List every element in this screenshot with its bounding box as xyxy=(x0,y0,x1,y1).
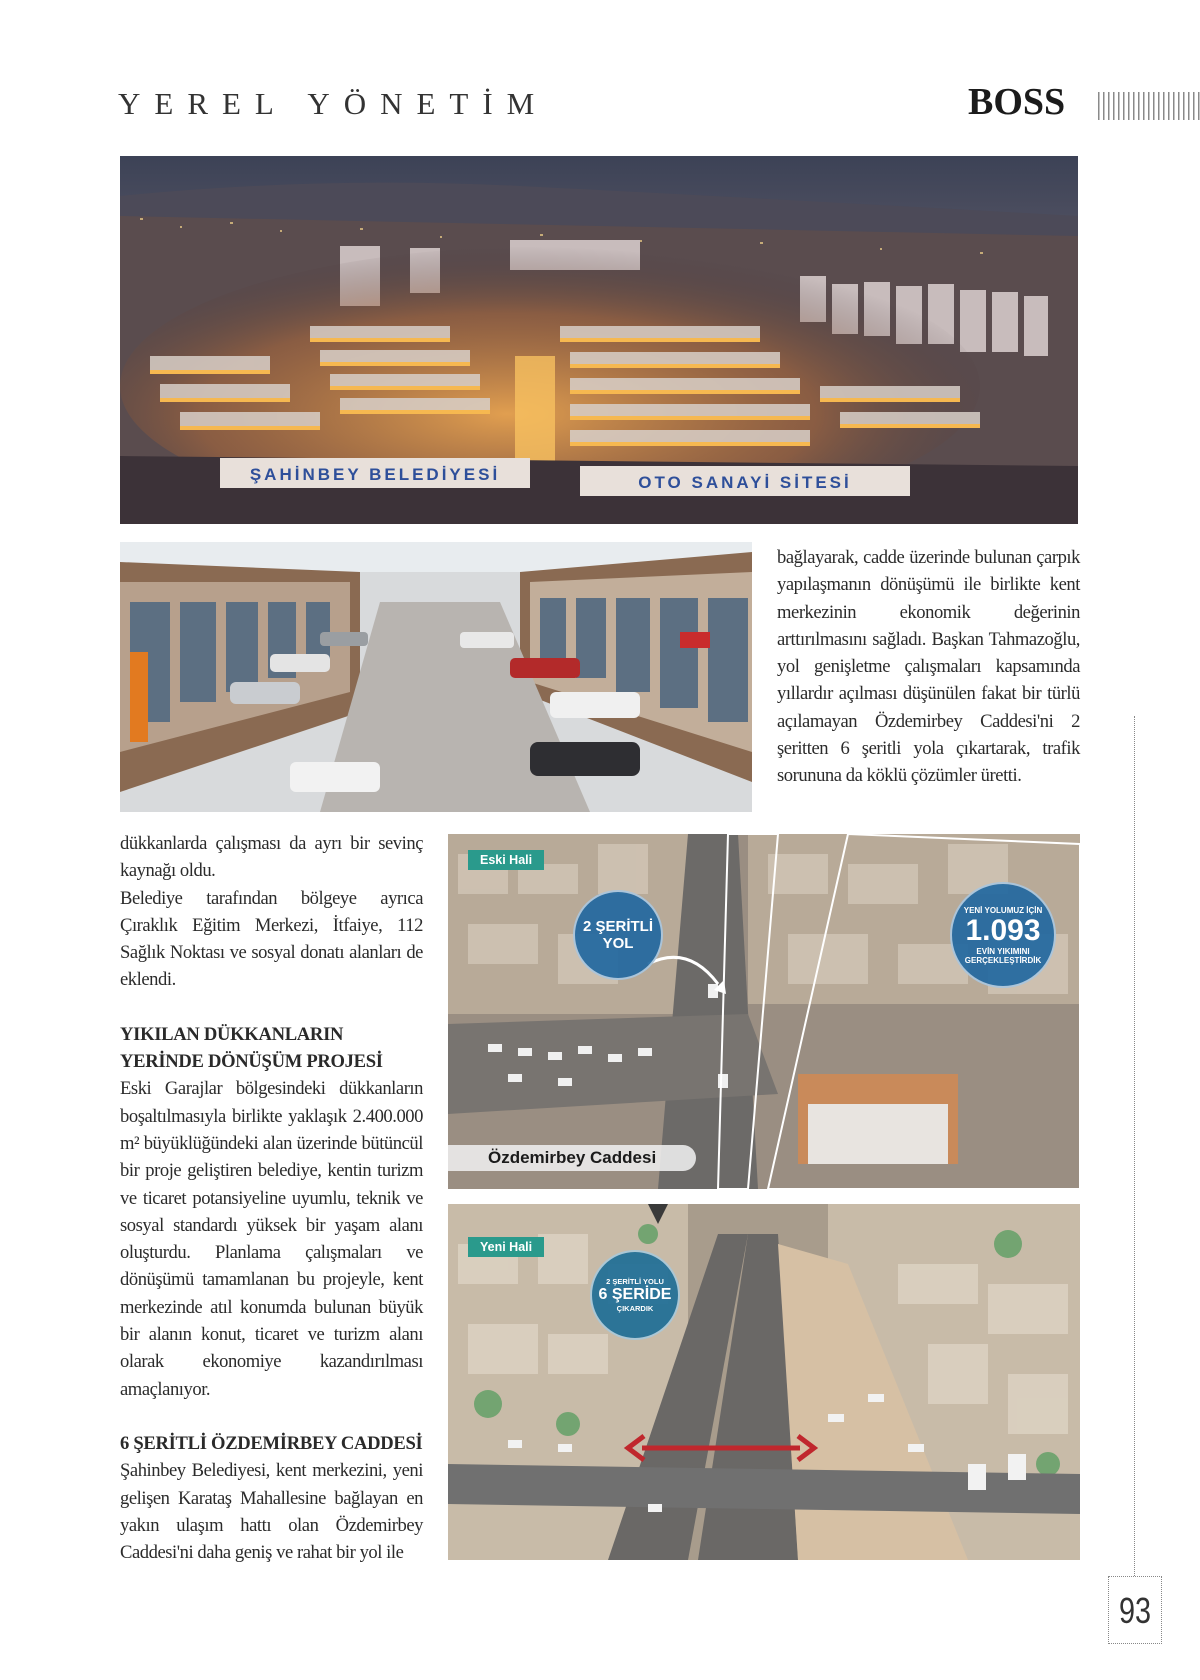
stat-value: 1.093 xyxy=(965,913,1041,947)
barcode-decoration xyxy=(1098,92,1200,120)
paragraph: Eski Garajlar bölgesindeki dükkanların boşaltılmasıyla birlikte yaklaşık 2.400.000 m² büyüklüğündeki alan üzerinde bütüncül bir proje geliştiren belediye, kentin turizm ve ticaret potansiyeline uyumlu, teknik ve sosyal standardı yüksek bir yaşam alanı oluşturdu. Planlama çalışmaları ve dönüşümü tamamlanan bu projeyle, kent merkezinde atıl konumda bulunan büyük bir alanın konut, ticaret ve turizm alanı olarak ekonomiye kazandırılması amaçlanıyor. xyxy=(120,1078,423,1400)
subheading: YIKILAN DÜKKANLARIN YERİNDE DÖNÜŞÜM PROJESİ xyxy=(120,1023,383,1073)
bubble-line: ÇIKARDIK xyxy=(616,1304,654,1313)
page-number: 93 xyxy=(1118,1590,1152,1631)
section-title: YEREL YÖNETİM xyxy=(118,86,549,121)
street-name-label: Özdemirbey Caddesi xyxy=(448,1145,696,1171)
paragraph: Belediye tarafından bölgeye ayrıca Çıraklık Eğitim Merkezi, İtfaiye, 112 Sağlık Noktası ve sosyal donatı alanları de eklendi. xyxy=(120,887,423,991)
bubble-line: 2 ŞERİTLİ YOLU xyxy=(606,1277,664,1286)
dotted-margin-line xyxy=(1134,716,1135,1576)
before-label-tag: Eski Hali xyxy=(468,850,544,870)
sign-sahinbey: ŞAHİNBEY BELEDİYESİ xyxy=(249,465,501,484)
stat-caption: YENİ YOLUMUZ İÇİN xyxy=(963,905,1043,915)
two-lane-bubble xyxy=(573,890,663,980)
shops-street-photo xyxy=(120,542,752,812)
industrial-site-aerial-photo xyxy=(120,156,1078,524)
sign-oto-sanayi: OTO SANAYİ SİTESİ xyxy=(638,473,852,492)
right-column-text xyxy=(777,544,1080,790)
stat-caption: EVİN YIKIMINI xyxy=(976,946,1030,956)
demolition-stat-bubble xyxy=(950,882,1056,988)
magazine-logo: BOSS xyxy=(968,81,1066,123)
bubble-line: 6 ŞERİDE xyxy=(598,1286,672,1303)
bubble-line: YOL xyxy=(602,935,634,952)
six-lane-bubble xyxy=(590,1250,680,1340)
left-column-text xyxy=(120,830,423,1566)
after-label-tag: Yeni Hali xyxy=(468,1237,544,1257)
subheading: 6 ŞERİTLİ ÖZDEMİRBEY CADDESİ xyxy=(120,1432,423,1454)
road-width-arrow-icon xyxy=(622,1432,820,1464)
stat-caption: GERÇEKLEŞTİRDİK xyxy=(964,955,1042,965)
bubble-line: 2 ŞERİTLİ xyxy=(582,918,653,935)
after-aerial-photo xyxy=(448,1204,1080,1560)
paragraph: bağlayarak, cadde üzerinde bulunan çarpık yapılaşmanın dönüşümü ile birlikte kent merkezinin ekonomik değerinin arttırılmasını sağladı. Başkan Tahmazoğlu, yol genişletme çalışmaları kapsamında yıllardır açılması düşünülen fakat bir türlü açılamayan Özdemirbey Caddesi'ni 2 şeritten 6 şeritli yola çıkartarak, trafik sorununa da köklü çözümler üretti. xyxy=(777,547,1080,787)
paragraph: Şahinbey Belediyesi, kent merkezini, yeni gelişen Karataş Mahallesine bağlayan en yakın ulaşım hattı olan Özdemirbey Caddesi'ni daha geniş ve rahat bir yol ile xyxy=(120,1460,423,1564)
paragraph: dükkanlarda çalışması da ayrı bir sevinç kaynağı oldu. xyxy=(120,833,423,882)
